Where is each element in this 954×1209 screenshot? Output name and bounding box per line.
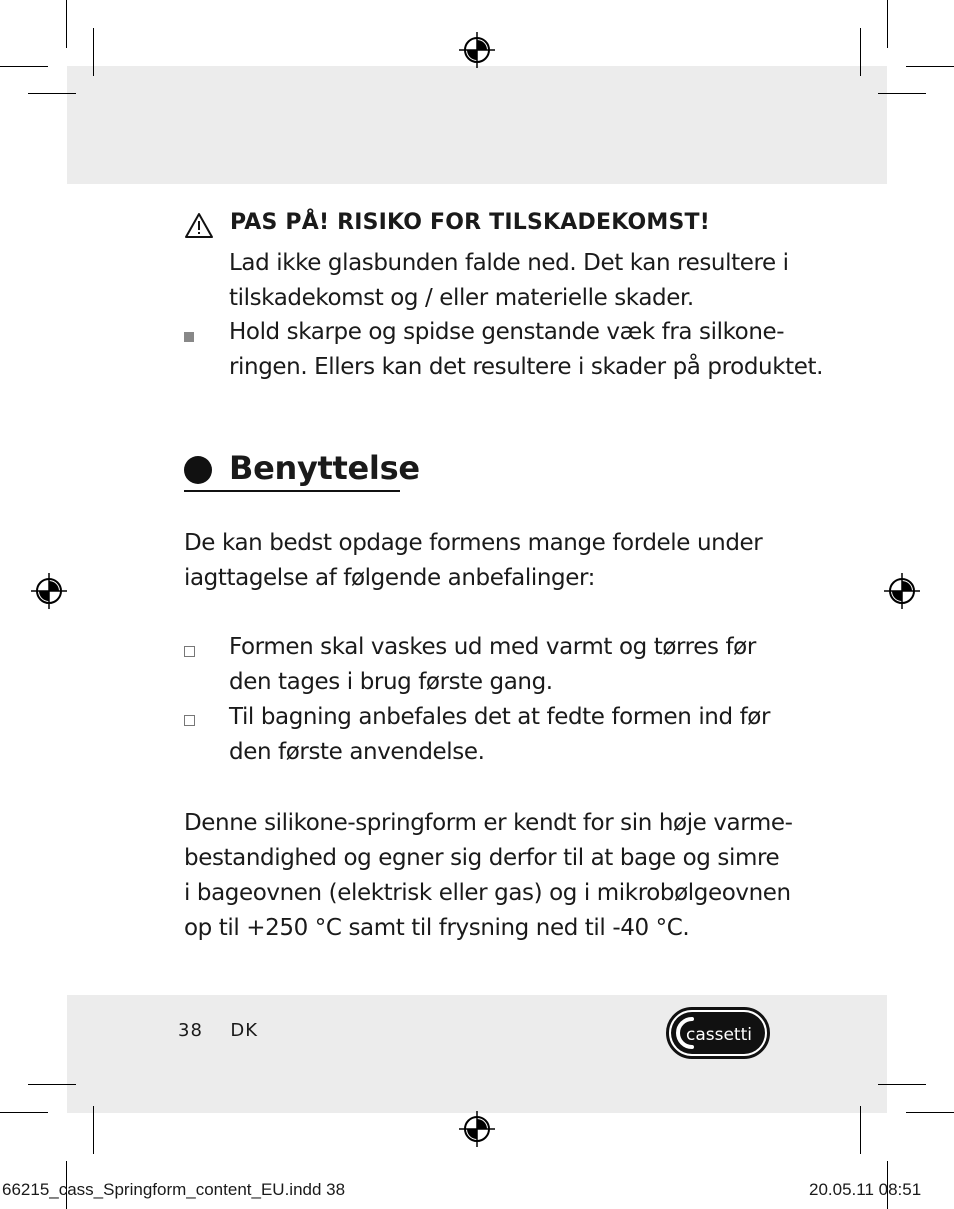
registration-mark-top-icon [459, 32, 495, 68]
warning-title: PAS PÅ! RISIKO FOR TILSKADEKOMST! [230, 210, 710, 235]
checkbox-bullet [184, 715, 195, 726]
warning-text-line-1: Lad ikke glasbunden falde ned. Det kan resultere i [229, 250, 789, 276]
checkbox-bullet [184, 646, 195, 657]
warning-triangle-icon [184, 212, 214, 239]
closing-line-1: Denne silikone-springform er kendt for sin høje varme- [184, 810, 793, 836]
step-2-line-1: Til bagning anbefales det at fedte formen ind før [229, 704, 771, 730]
closing-line-2: bestandighed og egner sig derfor til at bage og simre [184, 845, 780, 871]
intro-line-2: iagttagelse af følgende anbefalinger: [184, 565, 595, 591]
slug-date: 20.05.11 08:51 [809, 1180, 922, 1199]
page-footer [178, 1020, 258, 1041]
heading-underline [184, 490, 400, 492]
header-band [67, 66, 887, 184]
language-code: DK [230, 1020, 259, 1041]
registration-mark-bottom-icon [459, 1111, 495, 1147]
page-number: 38 [178, 1020, 203, 1041]
heading-bullet [184, 456, 212, 484]
cassetti-logo-icon [666, 1007, 770, 1059]
warning-bullet-line-1: Hold skarpe og spidse genstande væk fra silkone- [229, 319, 785, 345]
step-1-line-2: den tages i brug første gang. [229, 669, 553, 695]
registration-mark-right-icon [884, 573, 920, 609]
step-2-line-2: den første anvendelse. [229, 739, 485, 765]
section-heading: Benyttelse [229, 449, 420, 487]
warning-bullet-line-2: ringen. Ellers kan det resultere i skader på produktet. [229, 354, 824, 380]
logo-text: cassetti [686, 1025, 752, 1045]
slug-filename: 66215_cass_Springform_content_EU.indd 38 [2, 1180, 346, 1199]
warning-text-line-2: tilskadekomst og / eller materielle skader. [229, 285, 694, 311]
closing-line-4: op til +250 °C samt til frysning ned til -40 °C. [184, 915, 690, 941]
registration-mark-left-icon [31, 573, 67, 609]
step-1-line-1: Formen skal vaskes ud med varmt og tørres før [229, 634, 756, 660]
intro-line-1: De kan bedst opdage formens mange fordele under [184, 530, 763, 556]
filled-bullet [184, 332, 194, 342]
closing-line-3: i bageovnen (elektrisk eller gas) og i mikrobølgeovnen [184, 880, 791, 906]
